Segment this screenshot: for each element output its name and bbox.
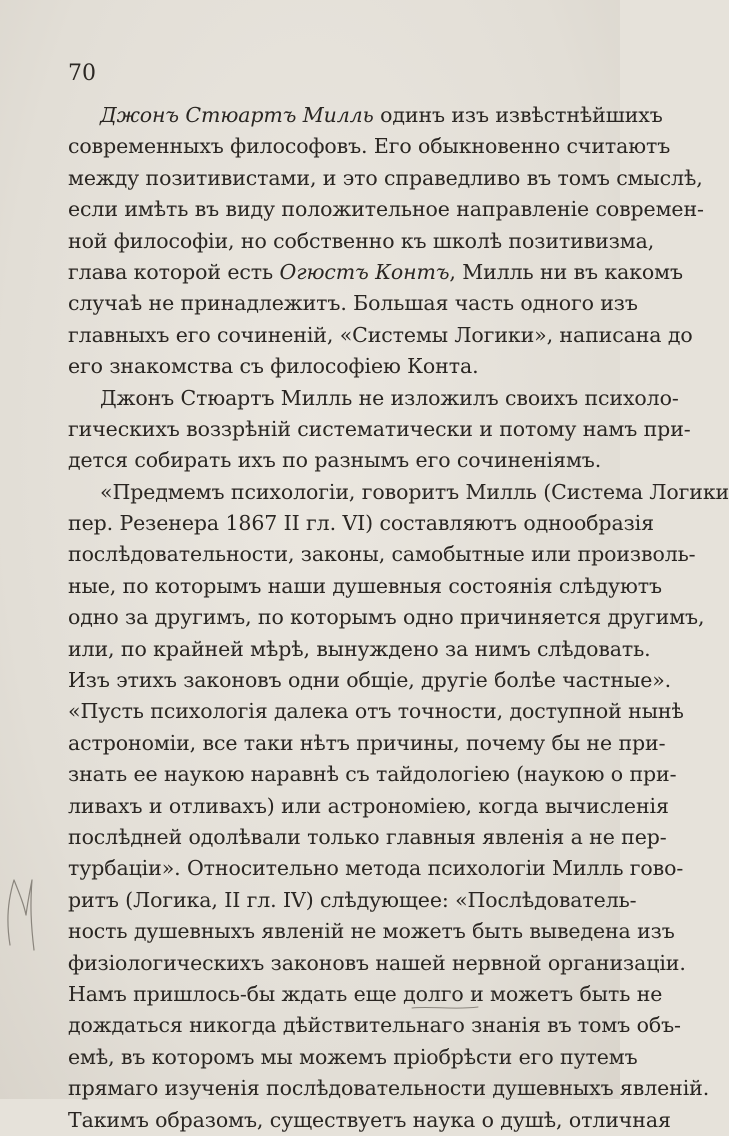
text-segment: случаѣ не принадлежитъ. Большая часть одного изъ [68, 291, 638, 316]
text-line [68, 351, 620, 382]
text-segment: , Милль ни въ какомъ [449, 259, 683, 284]
text-segment: дождаться никогда дѣйствительнаго знанія въ томъ объ- [68, 1013, 681, 1038]
text-segment: Джонъ Стюартъ Милль не изложилъ своихъ психоло- [100, 385, 679, 410]
text-segment: главныхъ его сочиненій, «Системы Логики», написана до [68, 322, 693, 347]
text-segment: глава которой есть [68, 259, 280, 284]
text-segment: астрономіи, все таки нѣтъ причины, почему бы не при- [68, 730, 666, 755]
body-text [68, 100, 729, 1136]
text-segment: ной философіи, но собственно къ школѣ позитивизма, [68, 228, 655, 253]
text-segment: ливахъ и отливахъ) или астрономіею, когда вычисленія [68, 793, 669, 818]
text-segment: послѣдней одолѣвали только главныя явленія а не пер- [68, 824, 667, 849]
text-segment: физіологическихъ законовъ нашей нервной организаціи. [68, 950, 686, 975]
italic-name: Огюстъ Контъ [279, 259, 450, 284]
text-line [68, 1105, 671, 1136]
text-line [68, 383, 679, 414]
text-segment: гическихъ воззрѣній систематически и потому намъ при- [68, 416, 691, 441]
text-line [68, 1010, 681, 1041]
text-segment: ритъ (Логика, II гл. IV) слѣдующее: «Послѣдователь- [68, 887, 637, 912]
text-line [68, 414, 691, 445]
text-segment: дется собирать ихъ по разнымъ его сочиненіямъ. [68, 448, 602, 473]
text-segment: или, по крайней мѣрѣ, вынуждено за нимъ слѣдовать. [68, 636, 651, 661]
text-line [68, 916, 675, 947]
text-segment: емѣ, въ которомъ мы можемъ пріобрѣсти его путемъ [68, 1044, 638, 1069]
text-segment: ность душевныхъ явленій не можетъ быть выведена изъ [68, 919, 675, 944]
text-line [68, 320, 693, 351]
text-segment: прямаго изученія послѣдовательности душевныхъ явленій. [68, 1076, 710, 1101]
text-line [68, 571, 662, 602]
italic-name: Джонъ Стюартъ Милль [100, 103, 374, 127]
text-line [68, 163, 703, 194]
text-segment: «Пусть психологія далека отъ точности, доступной нынѣ [68, 699, 684, 724]
text-segment: послѣдовательности, законы, самобытные или произволь- [68, 542, 696, 567]
text-line [68, 885, 637, 916]
text-line [68, 948, 686, 979]
text-segment: ные, по которымъ наши душевныя состоянія слѣдуютъ [68, 573, 662, 598]
pencil-stroke [410, 1005, 480, 1011]
text-line [68, 131, 671, 162]
text-line [68, 665, 672, 696]
text-segment: если имѣть въ виду положительное направленіе современ- [68, 197, 704, 222]
text-line [68, 257, 683, 288]
text-line [68, 728, 666, 759]
text-line [68, 226, 655, 257]
page-number: 70 [68, 61, 96, 86]
text-line [68, 602, 705, 633]
text-segment: турбаціи». Относительно метода психологіи Милль гово- [68, 856, 684, 881]
text-segment: пер. Резенера 1867 II гл. VI) составляютъ однообразія [68, 511, 654, 536]
text-segment: одинъ изъ извѣстнѣйшихъ [373, 103, 663, 127]
text-line [68, 979, 663, 1010]
text-line [68, 508, 654, 539]
text-segment: его знакомства съ философіею Конта. [68, 354, 479, 379]
text-line [68, 1042, 638, 1073]
text-segment: Изъ этихъ законовъ одни общіе, другіе болѣе частные». [68, 668, 672, 693]
text-line [68, 194, 704, 225]
text-segment: между позитивистами, и это справедливо въ томъ смыслѣ, [68, 165, 703, 190]
text-line [68, 445, 620, 476]
text-line [68, 853, 684, 884]
handwritten-margin-mark [0, 860, 50, 960]
text-line [68, 1073, 710, 1104]
text-line [68, 539, 696, 570]
text-line [68, 822, 667, 853]
text-segment: одно за другимъ, по которымъ одно причиняется другимъ, [68, 605, 705, 630]
text-line [68, 100, 663, 131]
text-segment: современныхъ философовъ. Его обыкновенно считаютъ [68, 134, 671, 159]
text-line [68, 696, 684, 727]
text-line [68, 791, 669, 822]
text-line [68, 288, 638, 319]
text-line [68, 759, 677, 790]
text-segment: «Предмемъ психологіи, говоритъ Милль (Система Логики [100, 479, 729, 504]
text-line [68, 477, 729, 508]
text-segment: знать ее наукою наравнѣ съ тайдологіею (наукою о при- [68, 762, 677, 787]
text-segment: Намъ пришлось-бы ждать еще долго и можетъ быть не [68, 981, 663, 1006]
text-segment: Такимъ образомъ, существуетъ наука о душѣ, отличная [68, 1107, 671, 1132]
text-line [68, 634, 651, 665]
